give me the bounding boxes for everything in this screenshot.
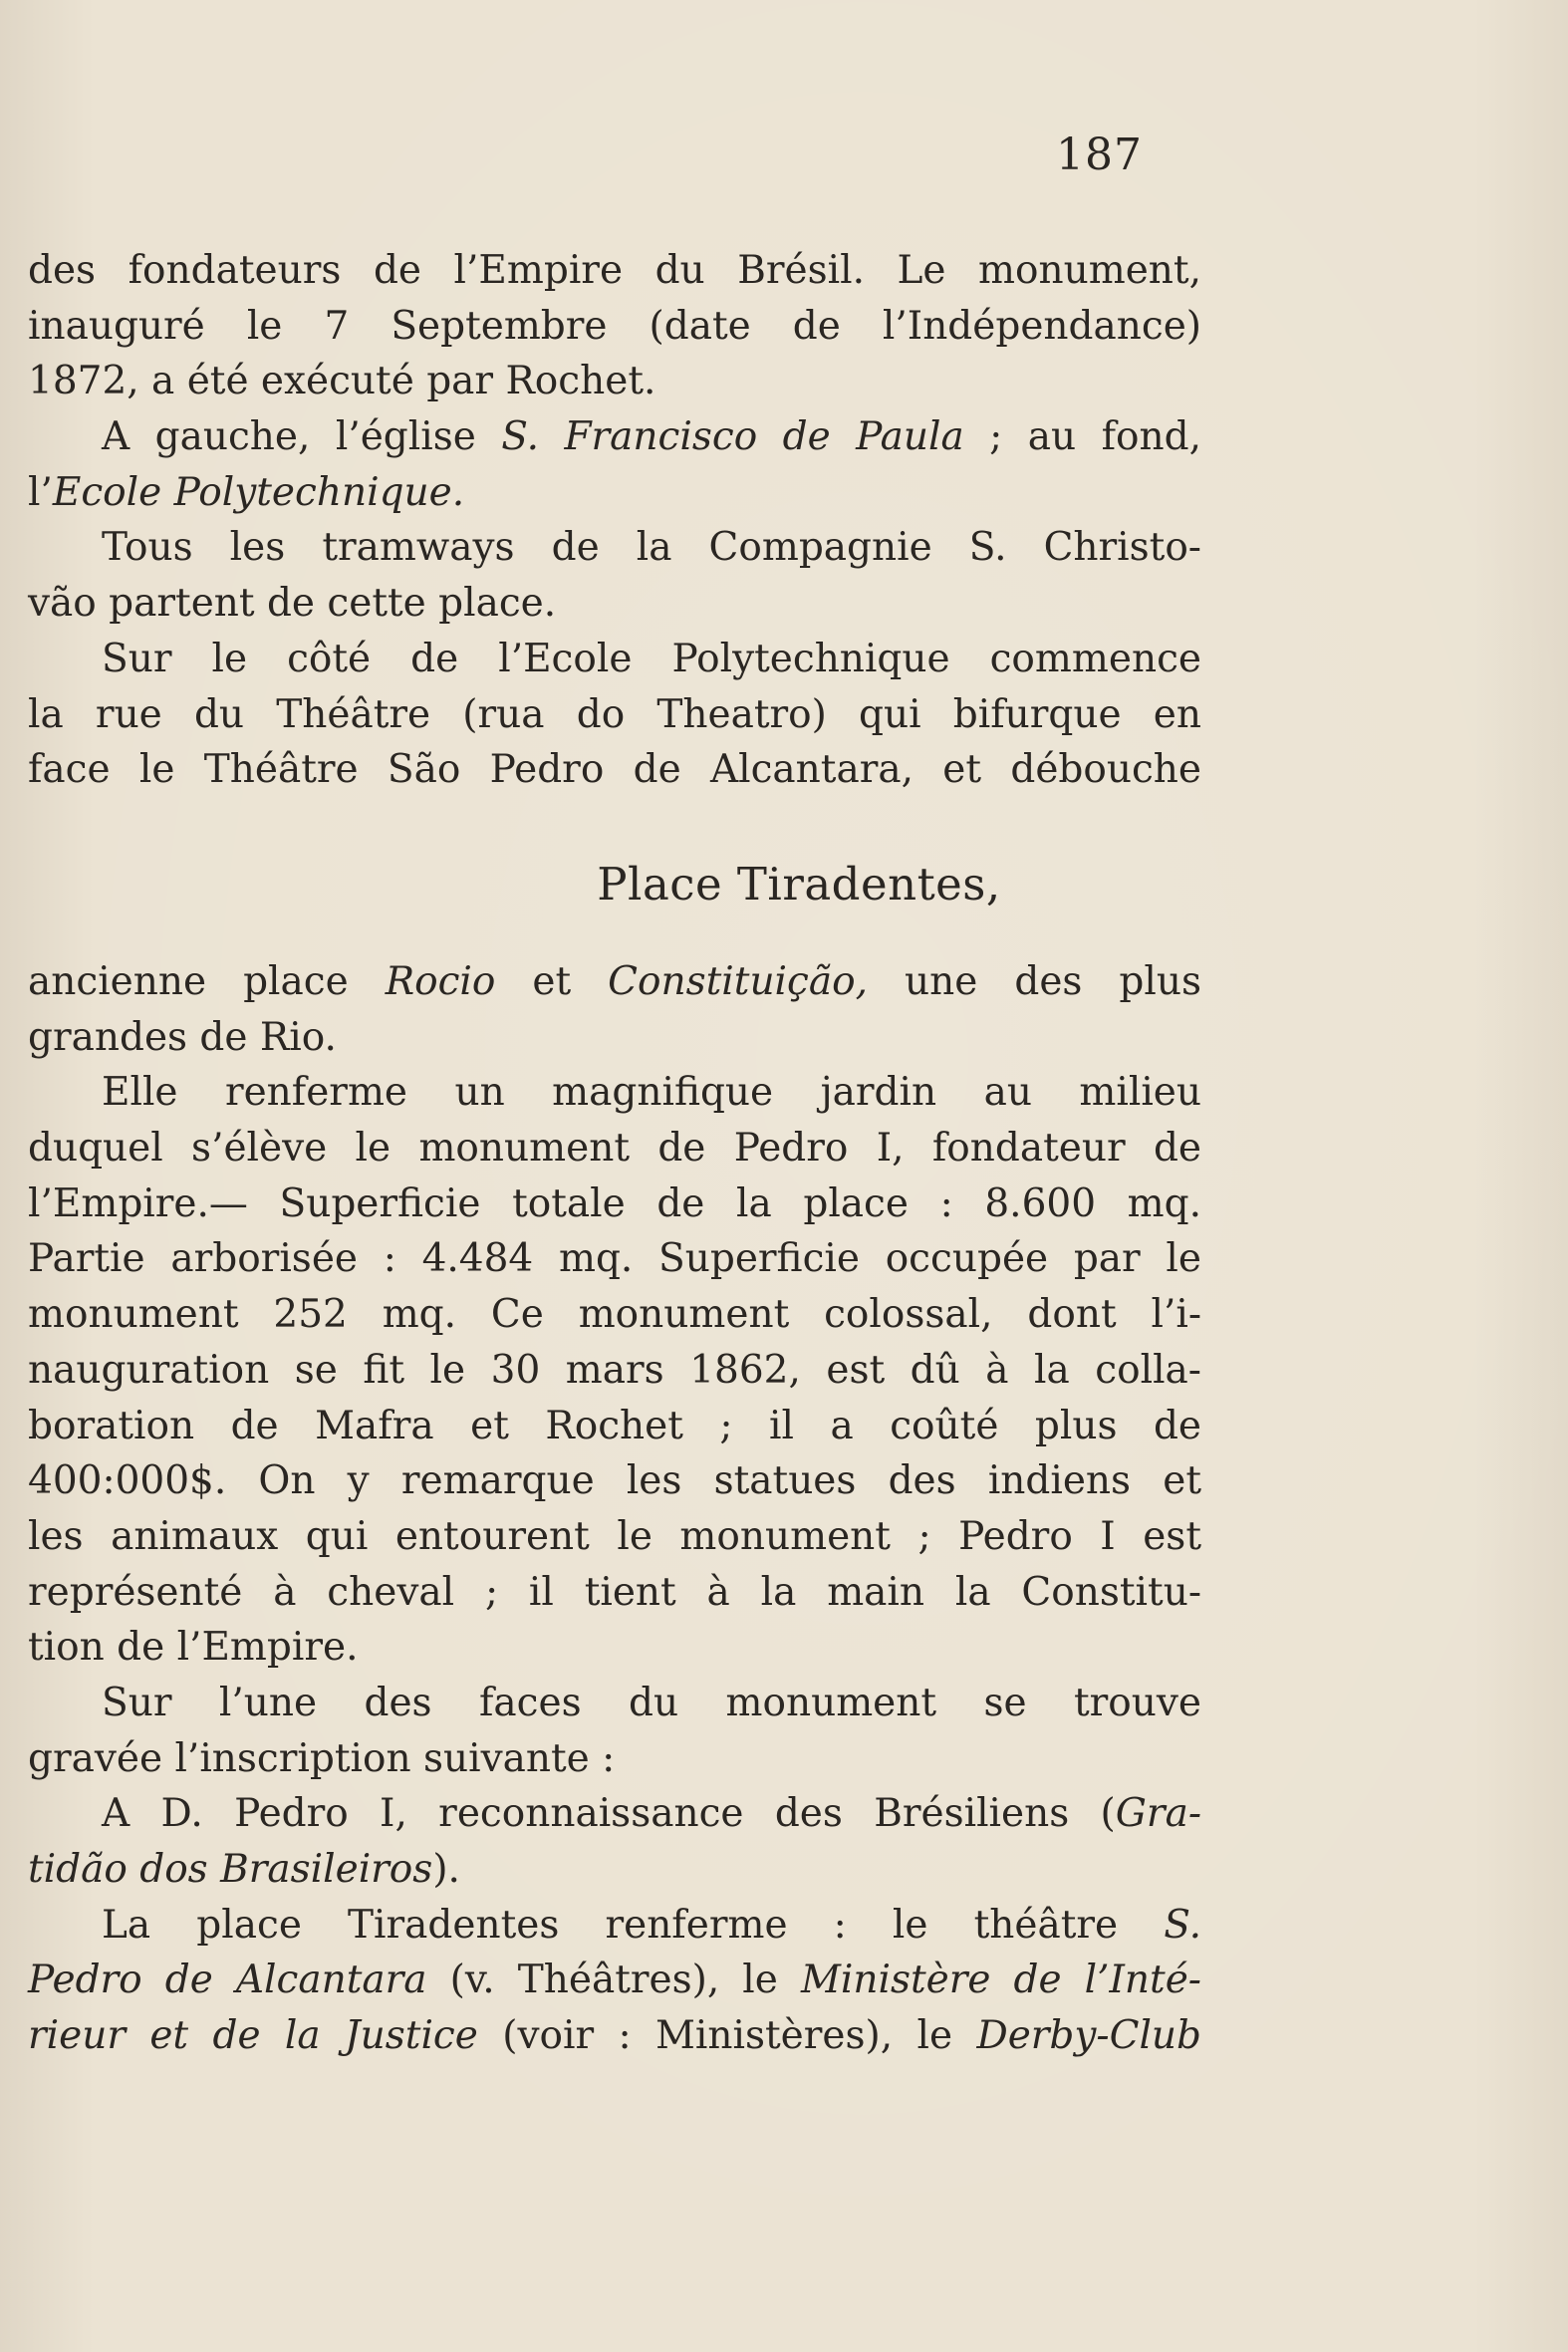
text-line: [28, 1953, 1201, 2008]
text-line: [28, 954, 1201, 1010]
text-line: [28, 465, 1201, 521]
text-line: face le Théâtre São Pedro de Alcantara, et débouche: [28, 747, 1201, 793]
italic-run: Derby-Club: [976, 2013, 1202, 2059]
text-run: ; au fond,: [963, 414, 1201, 460]
text-run: et: [495, 959, 609, 1004]
text-line: Sur l’une des faces du monument se trouve: [102, 1680, 1201, 1725]
text-run: une des plus: [868, 959, 1202, 1004]
text-line: tion de l’Empire.: [28, 1625, 359, 1671]
italic-run: Gra-: [1115, 1791, 1201, 1837]
text-run: l’: [28, 469, 53, 515]
text-run: (v. Théâtres), le: [426, 1958, 801, 2003]
italic-run: Constituição,: [608, 959, 869, 1004]
italic-run: tidão dos Brasileiros: [28, 1847, 433, 1892]
text-run: A D. Pedro I, reconnaissance des Brésiliens (: [102, 1791, 1116, 1837]
text-line: inauguré le 7 Septembre (date de l’Indépendance): [28, 303, 1201, 349]
text-line: vão partent de cette place.: [28, 581, 557, 627]
text-line: l’Empire.— Superficie totale de la place : 8.600 mq.: [28, 1180, 1201, 1226]
text-line: 400:000$. On y remarque les statues des indiens et: [28, 1458, 1201, 1504]
text-block-top: [28, 243, 1201, 798]
text-line: [28, 1842, 1201, 1898]
text-line: [28, 2008, 1201, 2064]
text-line: des fondateurs de l’Empire du Brésil. Le monument,: [28, 248, 1201, 293]
text-line: duquel s’élève le monument de Pedro I, fondateur de: [28, 1126, 1201, 1172]
italic-run: Ministère de l’Inté-: [800, 1958, 1201, 2003]
text-line: [28, 409, 1201, 465]
text-line: Elle renferme un magnifique jardin au milieu: [102, 1070, 1201, 1116]
text-line: la rue du Théâtre (rua do Theatro) qui bifurque en: [28, 691, 1201, 737]
text-line: nauguration se fit le 30 mars 1862, est dû à la colla-: [28, 1347, 1201, 1393]
italic-run: S.: [1164, 1902, 1201, 1948]
text-line: Sur le côté de l’Ecole Polytechnique commence: [102, 636, 1201, 681]
text-line: [28, 1786, 1201, 1842]
page-number: 187: [1056, 130, 1143, 180]
italic-run: S. Francisco de Paula: [501, 414, 964, 460]
text-line: [28, 1898, 1201, 1954]
text-run: (voir : Ministères), le: [477, 2013, 977, 2059]
text-line: monument 252 mq. Ce monument colossal, dont l’i-: [28, 1292, 1201, 1338]
italic-run: Ecole Polytechnique.: [52, 469, 465, 515]
text-block-bottom: [28, 954, 1201, 2064]
text-line: gravée l’inscription suivante :: [28, 1735, 616, 1781]
italic-run: Pedro de Alcantara: [28, 1958, 427, 2003]
text-run: La place Tiradentes renferme : le théâtre: [102, 1902, 1165, 1948]
italic-run: rieur et de la Justice: [28, 2013, 478, 2059]
text-run: A gauche, l’église: [102, 414, 502, 460]
italic-run: Rocio: [385, 959, 496, 1004]
text-line: les animaux qui entourent le monument ; Pedro I est: [28, 1513, 1201, 1559]
text-line: Partie arborisée : 4.484 mq. Superficie occupée par le: [28, 1236, 1201, 1282]
text-line: représenté à cheval ; il tient à la main la Constitu-: [28, 1569, 1201, 1615]
text-run: ancienne place: [28, 959, 386, 1004]
text-line: 1872, a été exécuté par Rochet.: [28, 359, 656, 404]
text-run: ).: [432, 1847, 460, 1892]
text-line: boration de Mafra et Rochet ; il a coûté plus de: [28, 1403, 1201, 1448]
text-line: Tous les tramways de la Compagnie S. Christo-: [102, 525, 1201, 571]
text-line: grandes de Rio.: [28, 1014, 337, 1060]
section-heading: Place Tiradentes,: [597, 858, 1001, 911]
